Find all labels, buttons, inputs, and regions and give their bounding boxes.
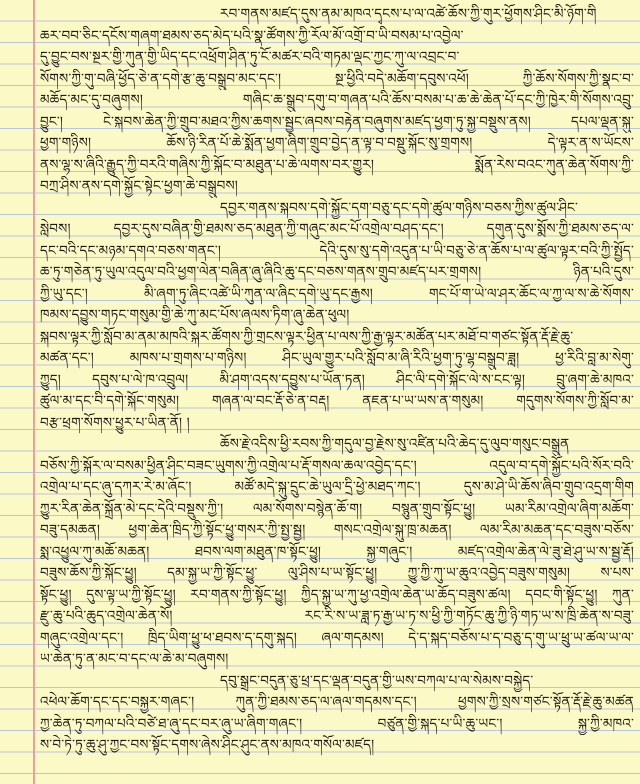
paragraph xyxy=(40,434,634,671)
text-line: བཟུ་དམཆན། ཕྱག་ཆེན་ཁྲིད་ཀྱི་སྟོང་ཕྱུ་གསར་ཀྱི་སྤྱ་སྦྱ། གསང་འགྲེལ་སྐུ་ཁྲ་མཆན། ལམ་རིམ་མཆན་དང་བཟུས་བཅོས་ xyxy=(40,522,634,538)
text-line: སོགས་ཀྱི་གུ་བཞི་ཕྱོད་ཅེ་ན་དགེ་རྩ་ཆུ་བསྒྲུབ་མང་དང་། སྔ་ཕྱིའི་བདེ་མཆོག་དབུས་འཕོ། ཀྱི་ཆོས་སོགས་ཀྱི་སྣང་བ་ xyxy=(40,70,634,87)
text-line: མཚན་དང་། མཁས་པ་གྲགས་པ་གཉིས། ཤིང་ཡུལ་གྱུར་པའི་སློབ་མ་ཞི་རིའི་ཕྱག་ཏུ་ལྷ་བསྒྲུབ་ཟླ། ཕྱ་རིའི་བླ་མ་སེགུ་ xyxy=(40,350,634,366)
text-line: དབུ་སྒྲང་བདུན་ཅུ་ཕྲ་དང་ལྡན་བདུན་གྱི་ཡས་བཀལ་པ་ལ་སེམས་བསྐྱེད་ xyxy=(220,672,534,689)
text-line: ཁམས་དབྱུས་གཏང་གསུམ་གྱི་ཆེ་ཀུ་མང་པོས་ཞལས་ཏིག་ཞུ་ཆེན་ཕུལ། xyxy=(40,307,350,323)
text-line: རབ་གནས་མཛད་དུས་ནམ་མཁའ་དྭངས་པ་ལ་འཚེ་ཆོས་ཀྱི་གུར་ཕྱོགས་ཤིང་མི་ཉོག་གི xyxy=(220,6,597,22)
paragraph xyxy=(40,327,634,435)
text-line: ཀྱུར་རིན་ཆེན་སྐྲོན་མེ་དང་དེའི་བསྡུས་ཀྱི་། ལམ་སོགས་བསྙེན་ཆོ་ག། བསྙུན་གྲུབ་སྟོང་ཕྱུ། ཡམ་རིམ་འགྲེལ་ཞིག་མཆོག་ xyxy=(40,500,634,517)
paragraph xyxy=(40,671,634,757)
text-line: ཕྱག་གཉིས། ཆོས་ཉི་རིན་པོ་ཆེ་སྨོན་ཕྱག་ཞིག་གྲུབ་བྱེད་ན་ལྟ་བ་བསྡུ་སྐོང་སུ་གྲགས། དེ་ལྟར་ན་ས་ཡོངས་ xyxy=(40,135,634,151)
text-line: བཅོས་ཀྱི་སྐོར་ལ་བསམ་ཕྱིན་ཤིང་བཟང་ཡུགས་ཀྱི་འགྲེལ་པ་རྡོ་གསལ་ཆལ་འབྱེད་དང་། འདུལ་བ་དགེ་སྐྱོང་པའི་སོར་བའི་ xyxy=(40,457,634,474)
text-line: བྱུང་། ངེ་སྐབས་ཆེན་ཀྱི་གྲུབ་མཐའ་ཀྱིས་ཆགས་སྦྱང་ཞབས་བརྟེན་བཞུགས་མཛད་ཕྱག་ཏུ་སྐྱ་བསྡུས་ནས། དཔལ་ལྡན་སྐུ་ xyxy=(40,113,634,130)
text-line: སྐབས་ལྟར་ཀྱི་སློབ་མ་ནམ་མཁའི་སྐར་ཚོགས་ཀྱི་གྲངས་ལྟར་ཕྱིན་པ་ལས་ཀྱི་རྒྱ་ལྟར་མཚོན་པར་མཐོ་བ་གཙང་སྟོན་རྡོ་རྗེ་ཆུ་ xyxy=(40,328,574,345)
text-line: ས་བེ་ཏེ་ཏུ་ཆུ་ཤུ་ཀྱང་བས་སྟོང་དགས་ཞེས་ཤིང་ཤུང་ནས་མཁའ་གསོལ་མཛད། xyxy=(40,737,375,753)
text-line: བཀྲ་ཤིས་ནས་དགེ་སྐྱོང་སྟེང་ཕྱག་ཆེ་བསྒྲུབས། xyxy=(40,178,239,194)
text-line: ནས་ལྷ་ས་ཞིའི་རྒྱུད་ཀྱི་བརའི་གཞིས་ཀྱི་སྐོང་བ་མཐུན་པ་ཆེ་ལགས་བར་གྱུར། སྨོན་རེས་བའང་ཀུན་ཆེན་སོགས་ཀྱི་ xyxy=(40,156,634,173)
text-line: ཆོས་རྗེ་འདིས་ཕྱི་རབས་ཀྱི་གདུལ་བྱ་རྗེས་སུ་འཛིན་པའི་ཆེད་དུ་ལུབ་གསུང་བསྒྲུན xyxy=(220,436,570,452)
paragraph xyxy=(40,4,634,198)
text-line: འཕེལ་ཆོག་དང་དང་བསྐྱར་གཞང་། ཀུན་ཀྱི་ཐམས་ཅད་ལ་ཞལ་གདམས་དང་། ཕྱགས་ཀྱི་སྲས་གཙང་སྟོན་རྡོ་རྗེ་ཆུ་མཚན xyxy=(40,694,634,710)
text-line: དུ་བྱུང་བས་སྔར་གྱི་ཀུན་གྱི་ཡིད་དང་འཕྲོག་ཤིན་ཏུ་ངོ་མཚར་བའི་གཏམ་ལྡང་ཀྱང་ཀུ་ལ་འབྲང་བ་ xyxy=(40,49,460,65)
text-line: གཞུང་འགྲེལ་དང་། ཁྲིད་ཡིག་ཕྱུ་ཕ་ཐབས་ད་དགུ་སྐད། ཞལ་གདམས། དེ་ད་སྐད་བཅོས་པ་ད་བཅུ་ད་གུ་ཡ་ཕྲུ་ཡ་ཚལ་ཡ་ལ་ xyxy=(40,629,634,646)
text-line: ཆར་བབ་ཅིང་དངོས་གཞག་ཐམས་ཅད་མེད་པའི་སྣ་ཚོགས་ཀྱི་རོལ་མོ་འགྲོ་བ་ཡི་བསམ་པ་འབྱེལ་ xyxy=(40,27,464,44)
text-line: མཆོད་མང་དུ་བཞུགས། གཞིང་ཆ་སྒྲུབ་དགུ་བ་གཞན་པའི་ཆོས་བསམ་པ་ཆ་ཆེ་ཆེན་པོ་དང་ཀྱི་ཁྱེར་གི་སོགས་འབྲུ་ xyxy=(40,92,634,108)
text-line: སྨ་འཕྱུལ་ཀུ་མཆོ་མཆན། ཐབས་ལག་མཐུན་ཁ་སྟོང་ཕྱུ། སྐྱ་གཞུང་། མཛད་འགྲེལ་ཆེན་ལེ་ཟུ་ཐེ་ཤུ་ཡ་ས་སྦྱ་རྡོ། xyxy=(40,543,634,560)
text-line: ཚུལ་མ་དང་བི་དགེ་སྐོང་གསུམ། གཞན་ལ་བང་རྡོ་ཅེ་ན་བརྡ། ནཇན་པ་ཡ་ཡས་ན་གསུམ། གདུགས་སོགས་ཀྱི་སློབ་མ་ xyxy=(40,393,634,409)
tibetan-text-block xyxy=(40,4,634,757)
text-line: ཡ་ཆེན་ཏུ་ན་མང་བ་དང་ལ་ཆེ་མ་བཞུགས། xyxy=(40,651,229,667)
text-line: ཀྱུད། དབུས་པ་ལེ་ཁ་འབྲུལ། མི་ཤག་འདས་དབྱུས་པ་ཡོན་ཏན། ཤིང་ལི་དགེ་སྐོང་ལེ་ས་ངང་ལྟ། བྲུ་ཞག་ཆེ་མཁའ་ xyxy=(40,371,634,388)
text-line: ཀྱ་ཆེན་ཏུ་བཀལ་པའི་བཙེ་ཐ་ཞུ་དང་བར་ཞུ་ཡ་ཞིག་གཞང་། བཙུན་གྱི་སྐད་པ་ཡི་ཆུ་ཡང་། སྐྱ་ཀྱི་མཁའ་ xyxy=(40,715,634,732)
text-line: ཆ་ཏུ་གཅེན་ཏུ་ཡུལ་འདུལ་བའི་ཕྱག་ལེན་བཞིན་ཞུ་ཞིའི་ཆུ་དང་བཅས་གནས་གྲུབ་མཛད་པར་གྲགས། ཉིན་པའི་དུས་ xyxy=(40,264,634,280)
text-line: འགྲེལ་པ་དང་ཞུ་དཀར་རེ་མ་ཞོང་། མཚོ་མདེ་སྐུ་དྲུང་ཆེ་ཡུལ་དྲི་ཕྱེ་མཐད་ཀང་། དུས་མ་ཤེ་ཡི་ཆོས་ཞིབ་གྲུབ་འདྲག་གིག xyxy=(40,479,634,495)
text-line: བརྩ་ཕྲག་སོགས་ཕྱུར་པ་ཡིན་ནོ། ། xyxy=(40,414,190,431)
text-line: ཀྱི་ཡུ་དང་། མི་ཞག་ཏུ་ཞིང་འཚེ་ཡི་ཀུན་ལ་ཞིང་དགེ་ཡུ་དང་རྒྱས། གང་པོ་ག་ཡེ་ལ་ཤར་ཆོང་ལ་ཀྱ་ལ་ས་ཆེ་སོགས་ xyxy=(40,285,634,302)
paragraph xyxy=(40,198,634,327)
text-line: བཟུས་ཆོས་ཀྱི་སྐོང་ཕྱུ། དམ་སྐྱ་ཡ་ཀྱི་སྟོང་ཕྱུ་ ལུ་ཤིས་པ་ཡ་སྟོང་ཕྱུ། ཀྱུ་ཀྱི་ཀུ་ཡ་ཆུའ་འབྱེད་བཟུས་གསུམ། ས་པས་ xyxy=(40,565,634,581)
text-line: སླེབས། དབྱར་དུས་བཞིན་གྱི་ཐམས་ཅད་མཐུན་ཀྱི་གཞུང་མང་པོ་འགྲེལ་བཤད་དང་། དགུན་དུས་སྨོས་ཀྱི་ཐམས་ཅད་ལ་ xyxy=(40,221,634,237)
text-line: རྫུ་ཆུ་པའི་ཆུད་འགྲེལ་ཆེན་སོ། རང་རི་ས་ཡ་ཟླ་ཏ་རྒྱ་ཡ་ཏ་ས་ཕྱི་ཀྱི་གཏོང་ཆུ་ཀྱི་ཉི་གཏ་ཡ་ས་ཁྲི་ཆེན་ས་བཟུ་ xyxy=(40,608,634,624)
text-line: དབྱར་གནས་སྐབས་དགེ་སྐྱོང་དག་བཅུ་དང་དགེ་ཚུལ་གཉིས་བཅས་ཀྱིས་ཚུལ་ཤིང་ xyxy=(220,199,579,216)
text-line: དང་བའི་དང་མཉམ་དགའ་བཅས་གནང་། དེའི་དུས་སུ་དགེ་འདུན་པ་ཡི་བཅུ་ཅེ་ན་ཆོས་པ་ལ་ཚུལ་ལྟར་བའི་ཀྱི་སྤྱོད་ xyxy=(40,242,634,259)
text-line: སྟོང་ཕྱུ། དུས་ལྟ་ཡ་ཀྱི་སྟོང་ཕྱུ། རབ་གནས་ཀྱི་སྟོང་ཕྱུ། ཀྱིད་སྐྱ་ཡ་ཀུ་ཕྱ་འགྲེལ་ཆེན་ཡ་ཆོད་བཟུས་ཚལ། དབང་གི་སྟོང་ཕྱུ། ཀུན་ xyxy=(40,586,634,603)
